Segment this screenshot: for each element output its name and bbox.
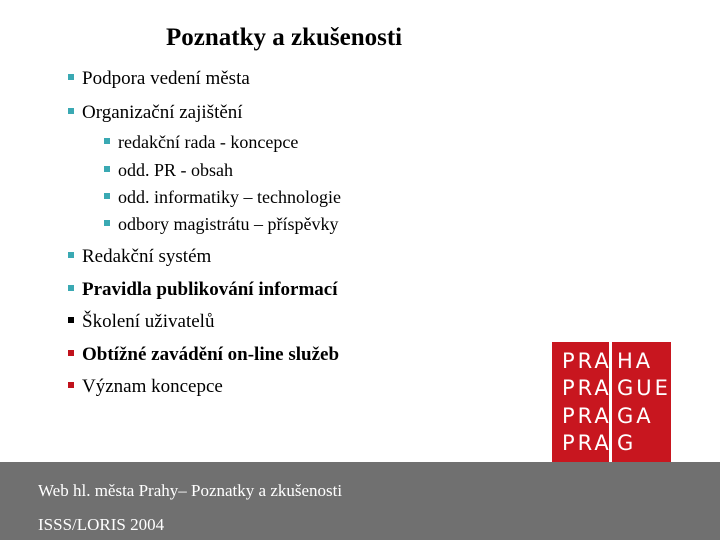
logo-text: PRA (562, 403, 612, 428)
logo-text: GUE (617, 376, 671, 401)
logo-text: GA (617, 403, 654, 428)
bullet-marker-icon (68, 108, 74, 114)
bullet-item-5 (104, 215, 338, 233)
bullet-marker-icon (68, 285, 74, 291)
bullet-text: odd. PR - obsah (118, 160, 234, 180)
logo-text: PRA (562, 349, 612, 374)
bullet-text: redakční rada - koncepce (118, 132, 299, 152)
prague-logo (552, 342, 671, 463)
bullet-item-8 (68, 312, 214, 331)
bullet-text: Podpora vedení města (82, 68, 250, 89)
bullet-marker-icon (104, 193, 110, 199)
logo-text: G (617, 430, 637, 455)
bullet-marker-icon (104, 220, 110, 226)
logo-left-column (552, 342, 612, 463)
bullet-item-4 (104, 188, 341, 206)
bullet-text: Redakční systém (82, 246, 212, 267)
bullet-text: odd. informatiky – technologie (118, 187, 341, 207)
bullet-marker-icon (68, 350, 74, 356)
bullet-text: Organizační zajištění (82, 102, 243, 123)
bullet-text: Školení uživatelů (82, 311, 215, 332)
logo-right-column (612, 342, 671, 463)
logo-text: PRA (562, 376, 612, 401)
bullet-item-0 (68, 69, 250, 88)
bullet-item-10 (68, 377, 223, 396)
bullet-item-7 (68, 280, 337, 299)
bullet-marker-icon (68, 317, 74, 323)
logo-text: HA (617, 349, 654, 374)
bullet-item-6 (68, 247, 211, 266)
bullet-marker-icon (68, 382, 74, 388)
bullet-marker-icon (104, 166, 110, 172)
bullet-item-1 (68, 103, 243, 122)
footer-bar (0, 462, 720, 540)
bullet-marker-icon (68, 74, 74, 80)
bullet-text: odbory magistrátu – příspěvky (118, 214, 339, 234)
slide-title: Poznatky a zkušenosti (166, 24, 403, 51)
bullet-marker-icon (104, 138, 110, 144)
footer-title: Web hl. města Prahy– Poznatky a zkušenosti (38, 481, 343, 500)
bullet-item-3 (104, 161, 233, 179)
logo-text: PRA (562, 430, 612, 455)
bullet-text: Pravidla publikování informací (82, 279, 338, 300)
bullet-text: Význam koncepce (82, 376, 223, 397)
bullet-item-9 (68, 345, 339, 364)
bullet-text: Obtížné zavádění on-line služeb (82, 344, 340, 365)
bullet-item-2 (104, 133, 298, 151)
footer-event: ISSS/LORIS 2004 (38, 515, 165, 534)
bullet-marker-icon (68, 252, 74, 258)
